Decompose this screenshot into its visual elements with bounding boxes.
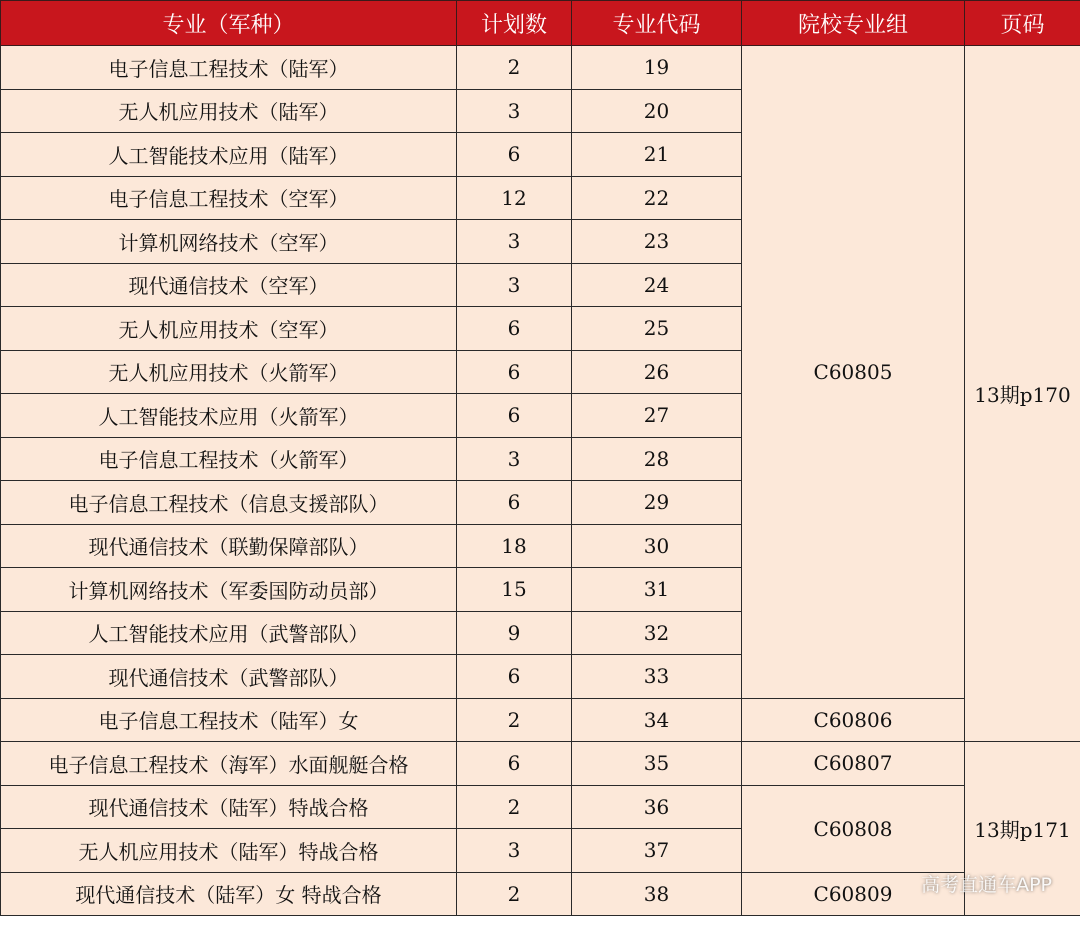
- code-cell: 33: [572, 655, 742, 699]
- major-cell: 电子信息工程技术（陆军）: [1, 46, 457, 90]
- code-cell: 30: [572, 524, 742, 568]
- plan-cell: 6: [457, 350, 572, 394]
- major-cell: 现代通信技术（陆军）特战合格: [1, 785, 457, 829]
- table-row: [1, 785, 1080, 829]
- code-cell: 28: [572, 437, 742, 481]
- code-cell: 22: [572, 176, 742, 220]
- major-cell: 人工智能技术应用（武警部队）: [1, 611, 457, 655]
- major-cell: 电子信息工程技术（空军）: [1, 176, 457, 220]
- code-cell: 25: [572, 307, 742, 351]
- major-cell: 计算机网络技术（空军）: [1, 220, 457, 264]
- code-cell: 32: [572, 611, 742, 655]
- major-cell: 无人机应用技术（火箭军）: [1, 350, 457, 394]
- major-cell: 现代通信技术（联勤保障部队）: [1, 524, 457, 568]
- table-row: [1, 872, 1080, 916]
- code-cell: 35: [572, 742, 742, 786]
- major-cell: 人工智能技术应用（陆军）: [1, 133, 457, 177]
- major-cell: 现代通信技术（陆军）女 特战合格: [1, 872, 457, 916]
- plan-cell: 3: [457, 220, 572, 264]
- major-cell: 无人机应用技术（陆军）特战合格: [1, 829, 457, 873]
- plan-cell: 6: [457, 394, 572, 438]
- plan-cell: 3: [457, 263, 572, 307]
- code-cell: 24: [572, 263, 742, 307]
- plan-cell: 6: [457, 307, 572, 351]
- major-cell: 人工智能技术应用（火箭军）: [1, 394, 457, 438]
- group-cell: C60808: [742, 785, 965, 872]
- code-cell: 26: [572, 350, 742, 394]
- major-cell: 现代通信技术（空军）: [1, 263, 457, 307]
- page-cell: 13期p170: [965, 46, 1080, 742]
- major-cell: 电子信息工程技术（信息支援部队）: [1, 481, 457, 525]
- plan-cell: 9: [457, 611, 572, 655]
- major-cell: 无人机应用技术（陆军）: [1, 89, 457, 133]
- header-major: 专业（军种）: [1, 1, 457, 46]
- plan-cell: 3: [457, 437, 572, 481]
- plan-cell: 12: [457, 176, 572, 220]
- plan-cell: 2: [457, 872, 572, 916]
- code-cell: 37: [572, 829, 742, 873]
- code-cell: 36: [572, 785, 742, 829]
- code-cell: 29: [572, 481, 742, 525]
- major-cell: 计算机网络技术（军委国防动员部）: [1, 568, 457, 612]
- table-row: [1, 742, 1080, 786]
- plan-cell: 6: [457, 481, 572, 525]
- header-code: 专业代码: [572, 1, 742, 46]
- plan-cell: 3: [457, 89, 572, 133]
- major-cell: 现代通信技术（武警部队）: [1, 655, 457, 699]
- plan-cell: 6: [457, 133, 572, 177]
- code-cell: 27: [572, 394, 742, 438]
- header-plan: 计划数: [457, 1, 572, 46]
- code-cell: 23: [572, 220, 742, 264]
- plan-cell: 3: [457, 829, 572, 873]
- code-cell: 34: [572, 698, 742, 742]
- header-row: [1, 1, 1080, 46]
- code-cell: 38: [572, 872, 742, 916]
- table-row: [1, 46, 1080, 90]
- plan-cell: 15: [457, 568, 572, 612]
- plan-cell: 6: [457, 655, 572, 699]
- watermark-text: 高考直通车APP: [921, 874, 1052, 896]
- page-cell: 13期p171: [965, 742, 1080, 916]
- header-page: 页码: [965, 1, 1080, 46]
- plan-cell: 2: [457, 46, 572, 90]
- group-cell: C60806: [742, 698, 965, 742]
- group-cell: C60809: [742, 872, 965, 916]
- group-cell: C60807: [742, 742, 965, 786]
- major-cell: 无人机应用技术（空军）: [1, 307, 457, 351]
- major-cell: 电子信息工程技术（陆军）女: [1, 698, 457, 742]
- major-cell: 电子信息工程技术（海军）水面舰艇合格: [1, 742, 457, 786]
- code-cell: 31: [572, 568, 742, 612]
- code-cell: 19: [572, 46, 742, 90]
- header-group: 院校专业组: [742, 1, 965, 46]
- code-cell: 21: [572, 133, 742, 177]
- plan-cell: 2: [457, 785, 572, 829]
- plan-cell: 2: [457, 698, 572, 742]
- group-cell: C60805: [742, 46, 965, 699]
- table-row: [1, 698, 1080, 742]
- plan-cell: 6: [457, 742, 572, 786]
- code-cell: 20: [572, 89, 742, 133]
- major-cell: 电子信息工程技术（火箭军）: [1, 437, 457, 481]
- plan-cell: 18: [457, 524, 572, 568]
